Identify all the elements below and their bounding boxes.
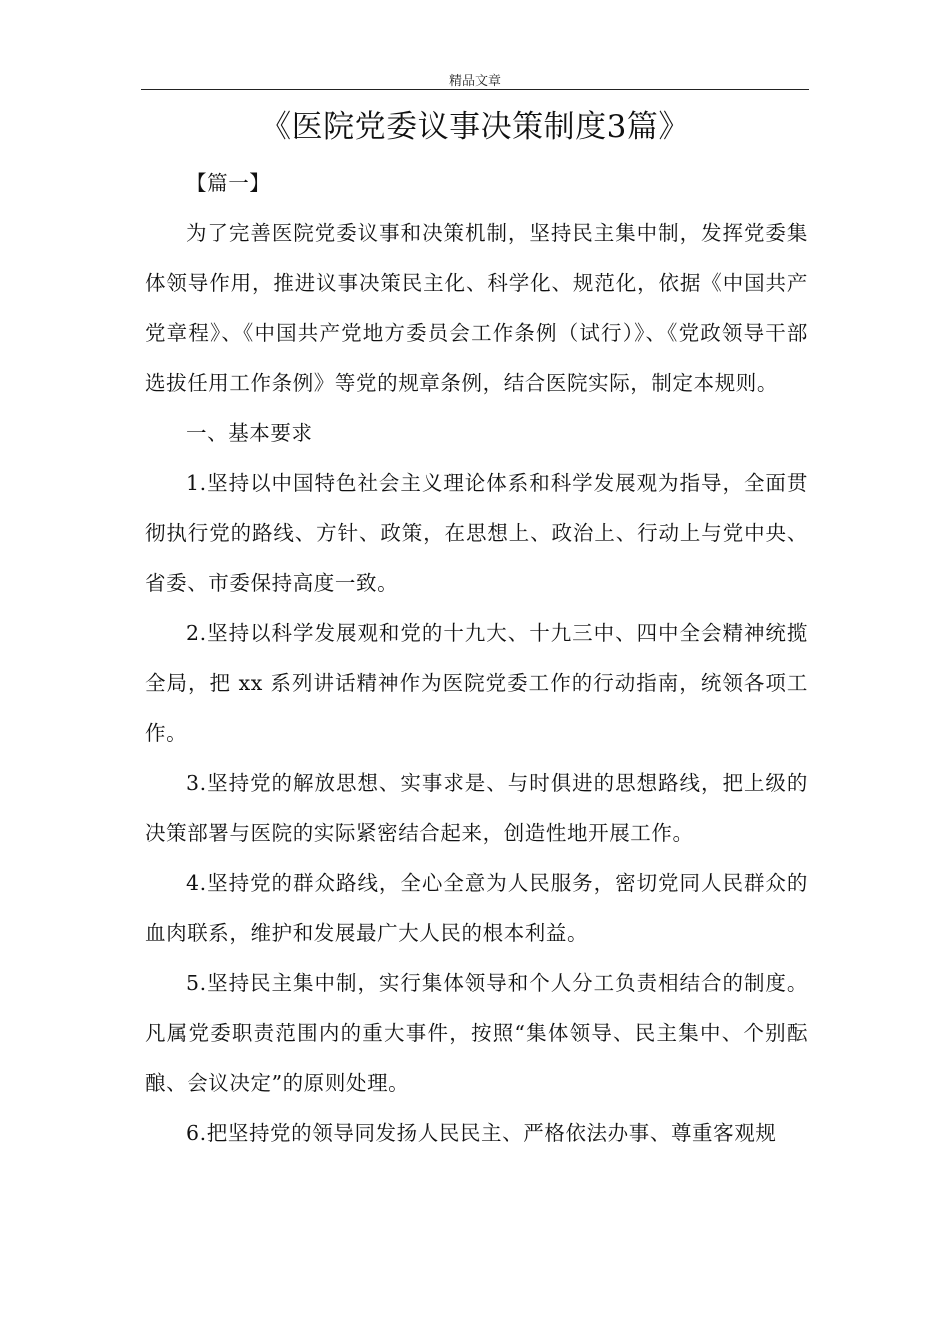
section-heading: 【篇一】 <box>186 171 271 195</box>
body-paragraph: 5.坚持民主集中制，实行集体领导和个人分工负责相结合的制度。凡属党委职责范围内的重大事件，按照“集体领导、民主集中、个别酝酿、会议决定”的原则处理。 <box>145 971 808 1095</box>
body-paragraph: 6.把坚持党的领导同发扬人民民主、严格依法办事、尊重客观规 <box>186 1121 777 1145</box>
body-paragraph: 为了完善医院党委议事和决策机制，坚持民主集中制，发挥党委集体领导作用，推进议事决策民主化、科学化、规范化，依据《中国共产党章程》、《中国共产党地方委员会工作条例（试行）》、《党政领导干部选拔任用工作条例》等党的规章条例，结合医院实际，制定本规则。 <box>145 221 808 395</box>
body-paragraph: 2.坚持以科学发展观和党的十九大、十九三中、四中全会精神统揽全局，把 xx 系列讲话精神作为医院党委工作的行动指南，统领各项工作。 <box>145 621 808 745</box>
document-body <box>145 158 808 1158</box>
body-paragraph: 1.坚持以中国特色社会主义理论体系和科学发展观为指导，全面贯彻执行党的路线、方针、政策，在思想上、政治上、行动上与党中央、省委、市委保持高度一致。 <box>145 471 808 595</box>
subsection-heading: 一、基本要求 <box>186 421 313 445</box>
body-paragraph: 3.坚持党的解放思想、实事求是、与时俱进的思想路线，把上级的决策部署与医院的实际紧密结合起来，创造性地开展工作。 <box>145 771 808 845</box>
page-header-label: 精品文章 <box>448 74 501 89</box>
header-divider <box>141 89 809 90</box>
document-title: 《医院党委议事决策制度3篇》 <box>260 109 690 145</box>
body-paragraph: 4.坚持党的群众路线，全心全意为人民服务，密切党同人民群众的血肉联系，维护和发展最广大人民的根本利益。 <box>145 871 808 945</box>
